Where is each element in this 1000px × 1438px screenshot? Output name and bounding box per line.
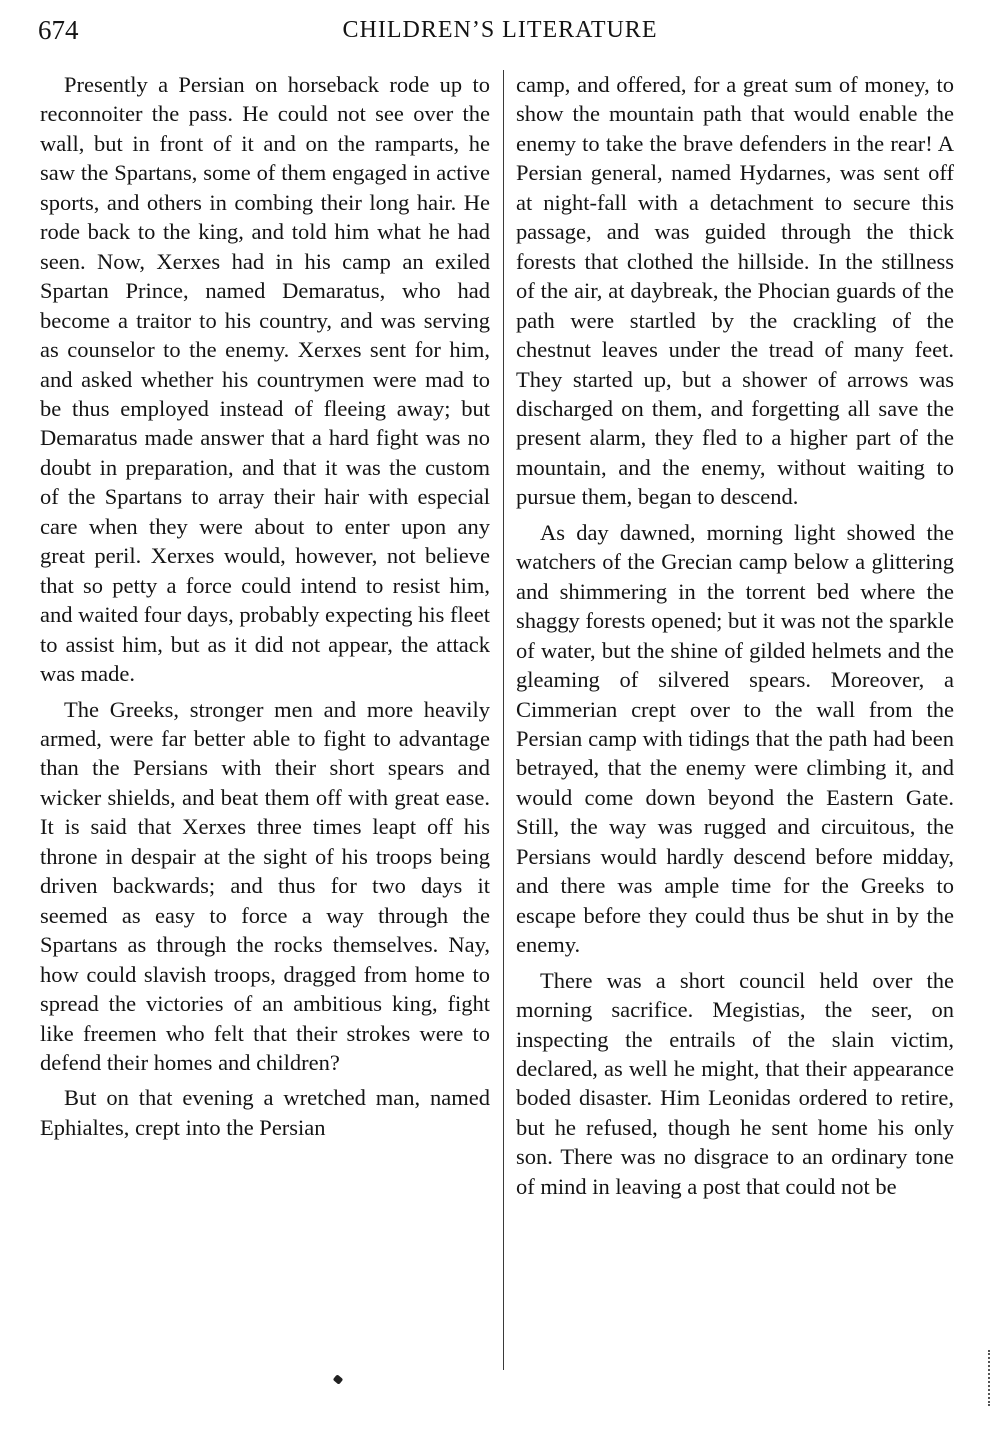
edge-mark xyxy=(988,1350,992,1406)
column-divider xyxy=(503,70,504,1370)
paragraph-ephialtes: But on that evening a wretched man, named Ephialtes, crept into the Persian xyxy=(40,1085,490,1140)
running-head: CHILDREN’S LITERATURE xyxy=(342,17,658,43)
paragraph-day-dawned: As day dawned, morning light showed the watchers of the Grecian camp below a glittering and shimmering in the torrent bed where the shaggy forests opened; but it was not the sparkle of water, but the shine of gilded helmets and the gleaming of silvered spears. Moreover, a Cimmerian crept over to the wall from the Persian camp with tidings that the path had been betrayed, that the enemy were climbing it, and would come down beyond the Eastern Gate. Still, the way was rugged and circuitous, the Persians would hardly descend before midday, and there was ample time for the Greeks to escape before they could thus be shut in by the enemy. xyxy=(516,519,954,958)
right-column xyxy=(516,70,954,1201)
paragraph-greeks-battle: The Greeks, stronger men and more heavily armed, were far better able to fight to advantage than the Persians with their short spears and wicker shields, and beat them off with great ease. It is said that Xerxes three times leapt off his throne in despair at the sight of his troops being driven backwards; and thus for two days it seemed as easy to force a way through the Spartans as through the rocks themselves. Nay, how could slavish troops, dragged from home to spread the victories of an ambitious king, fight like freemen who felt that their strokes were to defend their homes and children? xyxy=(40,696,490,1075)
paragraph-council: There was a short council held over the morning sacrifice. Megistias, the seer, on inspecting the entrails of the slain victim, declared, as well he might, that their appearance boded disaster. Him Leonidas ordered to retire, but he refused, though he sent home his only son. There was no disgrace to an ordinary tone of mind in leaving a post that could not be xyxy=(516,967,954,1199)
print-mark xyxy=(333,1374,344,1385)
paragraph-mountain-path: camp, and offered, for a great sum of money, to show the mountain path that would enable the enemy to take the brave defenders in the rear! A Persian general, named Hydarnes, was sent off at night-fall with a detachment to secure this passage, and was guided through the thick forests that clothed the hillside. In the stillness of the air, at daybreak, the Phocian guards of the path were startled by the crackling of the chestnut leaves under the tread of many feet. They started up, but a shower of arrows was discharged on them, and forgetting all save the present alarm, they fled to a higher part of the mountain, and the enemy, without waiting to pursue them, began to descend. xyxy=(516,72,954,510)
page-number: 674 xyxy=(38,15,79,45)
paragraph-reconnoiter: Presently a Persian on horseback rode up to reconnoiter the pass. He could not see over the wall, but in front of it and on the ramparts, he saw the Spartans, some of them engaged in active sports, and others in combing their long hair. He rode back to the king, and told him what he had seen. Now, Xerxes had in his camp an exiled Spartan Prince, named Demaratus, who had become a traitor to his country, and was serving as counselor to the enemy. Xerxes sent for him, and asked whether his countrymen were mad to be thus employed instead of fleeing away; but Demaratus made answer that a hard fight was no doubt in preparation, and that it was the custom of the Spartans to array their hair with especial care when they were about to enter upon any great peril. Xerxes would, however, not believe that so petty a force could intend to resist him, and waited four days, probably expecting his fleet to assist him, but as it did not appear, the attack was made. xyxy=(40,72,490,687)
left-column xyxy=(40,70,490,1142)
